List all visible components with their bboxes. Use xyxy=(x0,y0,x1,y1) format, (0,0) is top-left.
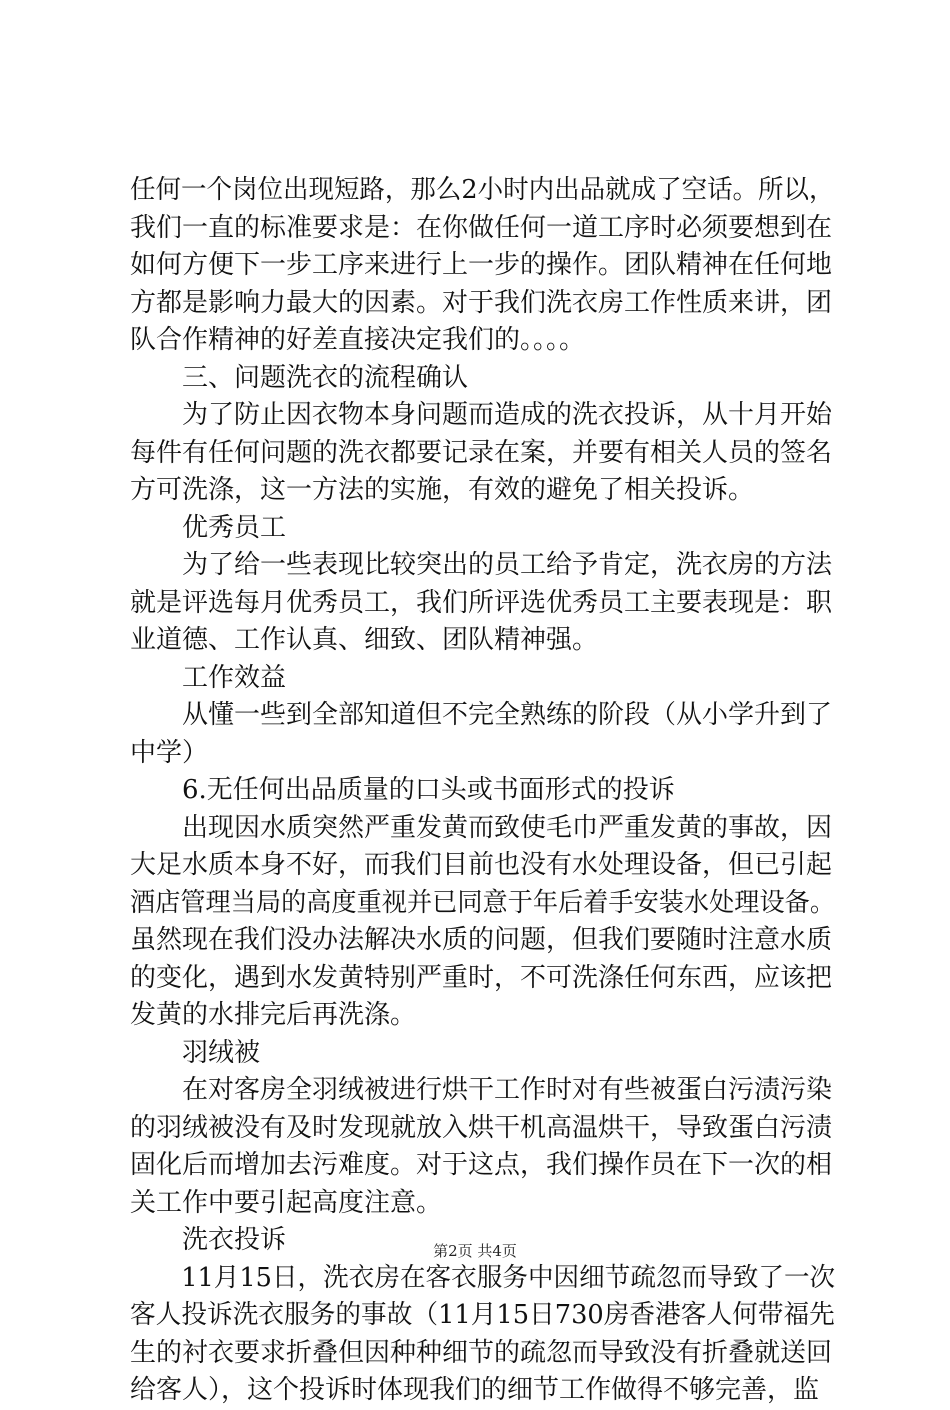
text-line: 中学） xyxy=(130,737,209,768)
section-heading: 优秀员工 xyxy=(182,512,287,543)
document-body xyxy=(130,172,835,1410)
page-footer xyxy=(0,1241,950,1261)
text-line: 虽然现在我们没办法解决水质的问题，但我们要随时注意水质 xyxy=(130,925,833,955)
section-heading: 工作效益 xyxy=(182,662,287,693)
text-line: 业道德、工作认真、细致、团队精神强。 xyxy=(130,625,599,655)
text-line: 11月15日，洗衣房在客衣服务中因细节疏忽而导致了一次 xyxy=(181,1262,836,1293)
text-line: 就是评选每月优秀员工，我们所评选优秀员工主要表现是：职 xyxy=(130,587,833,618)
text-line: 发黄的水排完后再洗涤。 xyxy=(130,1000,417,1030)
text-line: 给客人），这个投诉时体现我们的细节工作做得不够完善，监 xyxy=(130,1375,820,1405)
text-line: 方可洗涤，这一方法的实施，有效的避免了相关投诉。 xyxy=(130,475,755,505)
text-line: 任何一个岗位出现短路，那么2小时内出品就成了空话。所以， xyxy=(130,175,835,205)
text-line: 从懂一些到全部知道但不完全熟练的阶段（从小学升到了 xyxy=(182,700,833,730)
text-line: 关工作中要引起高度注意。 xyxy=(130,1187,443,1218)
text-line: 的羽绒被没有及时发现就放入烘干机高温烘干，导致蛋白污渍 xyxy=(130,1112,833,1143)
text-line: 酒店管理当局的高度重视并已同意于年后着手安装水处理设备。 xyxy=(130,887,836,918)
section-heading: 洗衣投诉 xyxy=(182,1225,287,1255)
section-heading: 三、问题洗衣的流程确认 xyxy=(182,362,469,393)
text-line: 方都是影响力最大的因素。对于我们洗衣房工作性质来讲，团 xyxy=(130,287,833,318)
text-line: 为了防止因衣物本身问题而造成的洗衣投诉，从十月开始 xyxy=(182,400,833,430)
text-line: 出现因水质突然严重发黄而致使毛巾严重发黄的事故，因 xyxy=(182,812,833,843)
text-line: 的变化，遇到水发黄特别严重时，不可洗涤任何东西，应该把 xyxy=(130,962,833,993)
section-heading: 6.无任何出品质量的口头或书面形式的投诉 xyxy=(182,775,675,805)
text-line: 固化后而增加去污难度。对于这点，我们操作员在下一次的相 xyxy=(130,1150,833,1180)
text-line: 每件有任何问题的洗衣都要记录在案，并要有相关人员的签名 xyxy=(130,437,833,468)
text-line: 在对客房全羽绒被进行烘干工作时对有些被蛋白污渍污染 xyxy=(182,1075,833,1105)
text-line: 客人投诉洗衣服务的事故（11月15日730房香港客人何带福先 xyxy=(130,1300,835,1330)
text-line: 大足水质本身不好，而我们目前也没有水处理设备，但已引起 xyxy=(130,850,833,880)
text-line: 如何方便下一步工序来进行上一步的操作。团队精神在任何地 xyxy=(130,250,833,280)
text-line: 为了给一些表现比较突出的员工给予肯定，洗衣房的方法 xyxy=(182,550,833,580)
text-line: 我们一直的标准要求是：在你做任何一道工序时必须要想到在 xyxy=(130,212,833,243)
section-heading: 羽绒被 xyxy=(182,1037,261,1068)
page-number: 第2页 共4页 xyxy=(433,1242,517,1260)
text-line: 生的衬衣要求折叠但因种种细节的疏忽而导致没有折叠就送回 xyxy=(130,1337,833,1368)
text-line: 队合作精神的好差直接决定我们的。。。。 xyxy=(130,325,586,355)
